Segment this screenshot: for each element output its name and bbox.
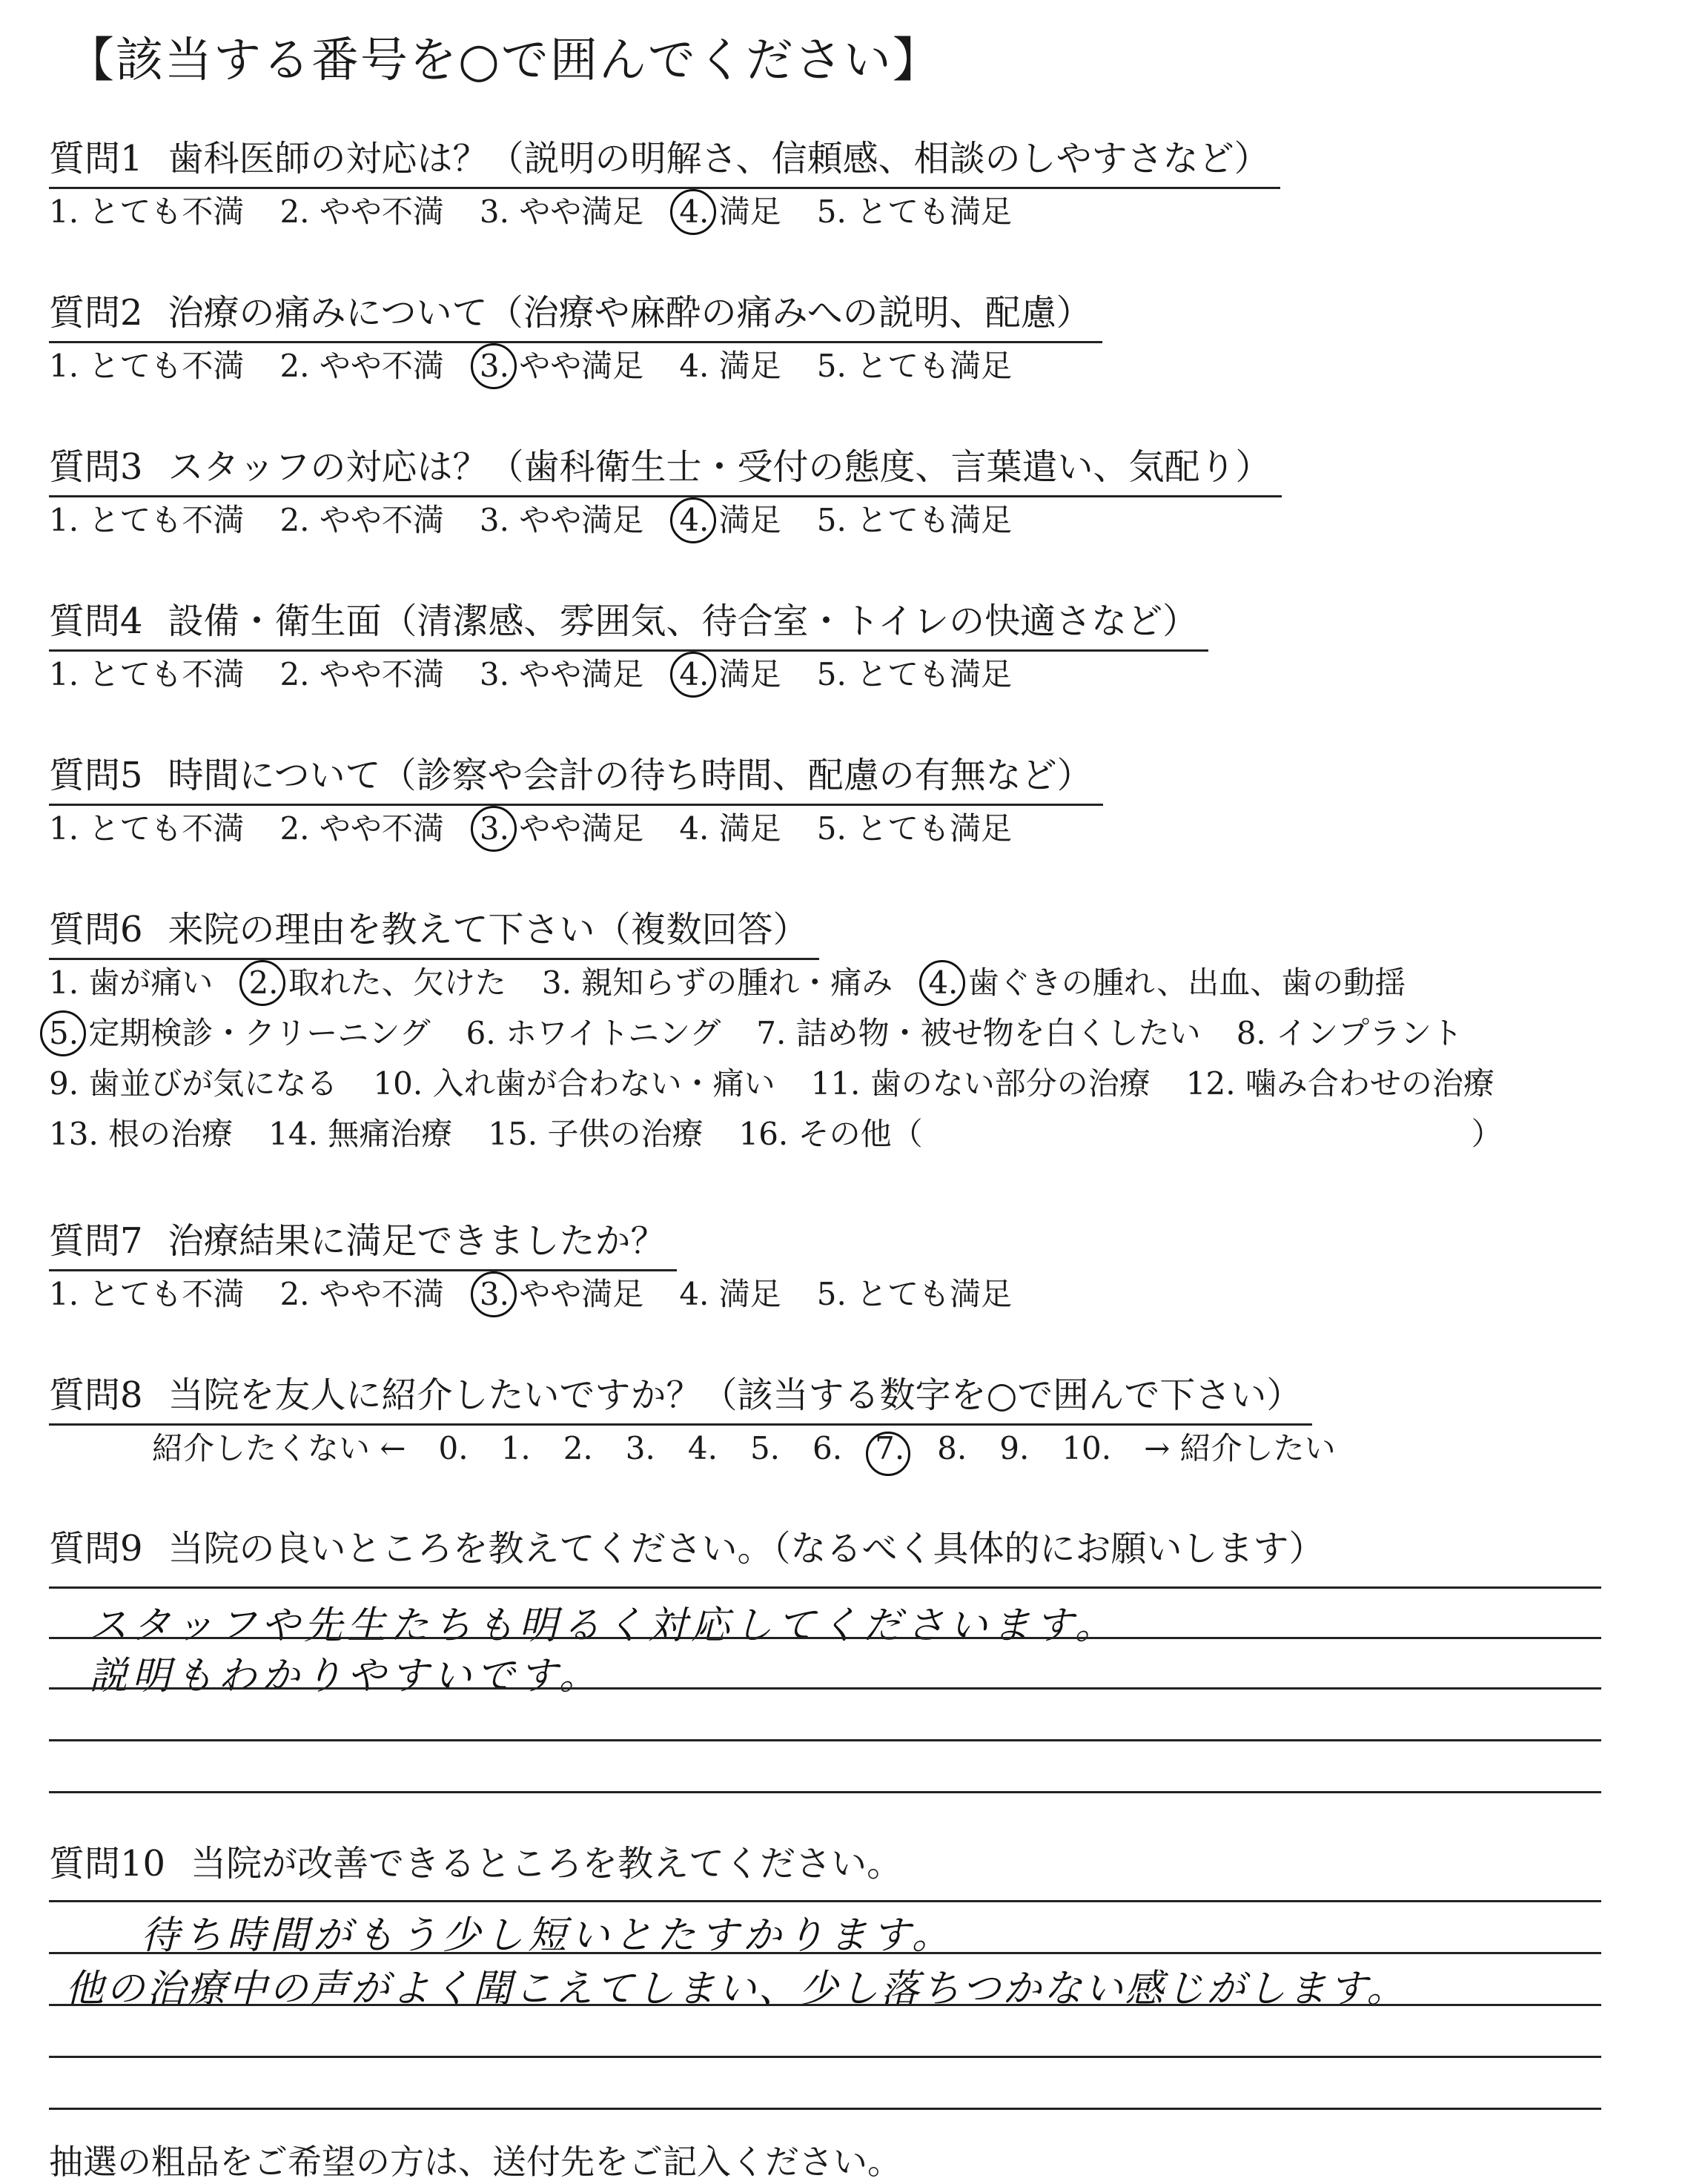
page-title: 【該当する番号を○で囲んでください】 [67, 33, 941, 88]
option-5[interactable]: 5. とても満足 [816, 810, 1013, 847]
option-4-circled[interactable]: 4. 満足 [679, 496, 781, 540]
question-8-heading [49, 1366, 1312, 1426]
option-5[interactable]: 5. とても満足 [816, 348, 1013, 384]
scale-left-label: 紹介したくない ← [152, 1430, 406, 1466]
question-6-heading [49, 901, 819, 960]
question-1-heading [49, 130, 1280, 189]
answer-line [49, 2056, 1601, 2058]
option-1[interactable]: 1. とても不満 [49, 502, 245, 538]
option-5[interactable]: 5. とても満足 [816, 656, 1013, 692]
option-2[interactable]: 2. やや不満 [279, 193, 444, 230]
option-4-circled[interactable]: 4. 満足 [679, 188, 781, 232]
option-1[interactable]: 1. とても不満 [49, 1276, 245, 1312]
answer-line [49, 1952, 1601, 1954]
question-6-row-4 [49, 1110, 1503, 1154]
question-number: 質問6 [49, 909, 143, 950]
question-text: 当院の良いところを教えてください。（なるべく具体的にお願いします） [168, 1528, 1325, 1569]
question-5-heading [49, 747, 1103, 806]
reason-option-other[interactable]: 16. その他（ [738, 1116, 923, 1152]
answer-line [49, 1687, 1601, 1690]
question-10-heading [49, 1835, 913, 1892]
option-2[interactable]: 2. やや不満 [279, 348, 444, 384]
question-number: 質問2 [49, 292, 143, 334]
question-7-heading [49, 1212, 677, 1271]
option-5[interactable]: 5. とても満足 [816, 502, 1013, 538]
question-5-options [49, 804, 1047, 849]
option-3-circled[interactable]: 3. やや満足 [480, 804, 643, 849]
question-text: 治療結果に満足できましたか？ [168, 1220, 666, 1262]
scale-7-circled[interactable]: 7. [875, 1430, 905, 1466]
option-3-circled[interactable]: 3. やや満足 [480, 342, 643, 386]
question-number: 質問10 [49, 1843, 166, 1884]
question-2-heading [49, 284, 1102, 343]
question-6-row-2 [49, 1009, 1498, 1053]
question-9-heading [49, 1520, 1335, 1577]
question-text: 当院が改善できるところを教えてください。 [191, 1843, 903, 1884]
reason-option[interactable]: 11. 歯のない部分の治療 [810, 1065, 1151, 1102]
question-number: 質問7 [49, 1220, 143, 1262]
question-text: 来院の理由を教えて下さい（複数回答） [168, 909, 809, 950]
question-1-options [49, 188, 1047, 232]
answer-line [49, 2004, 1601, 2006]
footer-note: 抽選の粗品をご希望の方は、送付先をご記入ください。 [49, 2142, 901, 2182]
reason-option-circled[interactable]: 2. 取れた、欠けた [248, 959, 506, 1003]
handwritten-answer[interactable]: 説明もわかりやすいです。 [89, 1654, 602, 1698]
question-text: 設備・衛生面（清潔感、雰囲気、待合室・トイレの快適さなど） [168, 600, 1199, 642]
question-number: 質問8 [49, 1374, 143, 1416]
handwritten-answer[interactable]: 他の治療中の声がよく聞こえてしまい、少し落ちつかない感じがします。 [65, 1967, 1408, 2011]
answer-line [49, 1739, 1601, 1741]
answer-line [49, 1586, 1601, 1589]
scale-2[interactable]: 2. [563, 1430, 593, 1466]
option-4[interactable]: 4. 満足 [679, 810, 781, 847]
option-4[interactable]: 4. 満足 [679, 348, 781, 384]
option-4-circled[interactable]: 4. 満足 [679, 650, 781, 695]
question-4-heading [49, 592, 1208, 652]
reason-option[interactable]: 10. 入れ歯が合わない・痛い [373, 1065, 775, 1102]
scale-4[interactable]: 4. [687, 1430, 718, 1466]
option-2[interactable]: 2. やや不満 [279, 502, 444, 538]
option-4[interactable]: 4. 満足 [679, 1276, 781, 1312]
handwritten-answer[interactable]: スタッフや先生たちも明るく対応してくださいます。 [89, 1604, 1118, 1648]
option-2[interactable]: 2. やや不満 [279, 656, 444, 692]
question-text: 時間について（診察や会計の待ち時間、配慮の有無など） [168, 755, 1093, 796]
option-1[interactable]: 1. とても不満 [49, 348, 245, 384]
question-6-row-1 [49, 959, 1441, 1003]
scale-5[interactable]: 5. [749, 1430, 781, 1466]
reason-option-circled[interactable]: 5. 定期検診・クリーニング [49, 1009, 431, 1053]
option-1[interactable]: 1. とても不満 [49, 656, 245, 692]
scale-3[interactable]: 3. [625, 1430, 655, 1466]
scale-right-label: → 紹介したい [1144, 1430, 1336, 1466]
option-3[interactable]: 3. やや満足 [479, 502, 644, 538]
question-text: 当院を友人に紹介したいですか？（該当する数字を○で囲んで下さい） [168, 1374, 1302, 1416]
answer-line [49, 2108, 1601, 2110]
reason-option[interactable]: 14. 無痛治療 [268, 1116, 453, 1152]
scale-6[interactable]: 6. [812, 1430, 843, 1466]
question-number: 質問5 [49, 755, 143, 796]
option-1[interactable]: 1. とても不満 [49, 810, 245, 847]
option-3-circled[interactable]: 3. やや満足 [480, 1270, 643, 1314]
question-7-options [49, 1270, 1047, 1314]
reason-option[interactable]: 15. 子供の治療 [488, 1116, 704, 1152]
question-text: 治療の痛みについて（治療や麻酔の痛みへの説明、配慮） [168, 292, 1092, 334]
question-number: 質問9 [49, 1528, 143, 1569]
question-3-options [49, 496, 1047, 540]
reason-option[interactable]: 13. 根の治療 [49, 1116, 234, 1152]
question-3-heading [49, 438, 1282, 497]
scale-9[interactable]: 9. [999, 1430, 1030, 1466]
question-2-options [49, 342, 1047, 386]
option-5[interactable]: 5. とても満足 [816, 193, 1013, 230]
answer-line [49, 1791, 1601, 1793]
question-text: 歯科医師の対応は？（説明の明解さ、信頼感、相談のしやすさなど） [168, 138, 1270, 179]
option-1[interactable]: 1. とても不満 [49, 193, 245, 230]
scale-8[interactable]: 8. [937, 1430, 967, 1466]
question-number: 質問1 [49, 138, 143, 179]
handwritten-answer[interactable]: 待ち時間がもう少し短いとたすかります。 [141, 1913, 955, 1958]
option-3[interactable]: 3. やや満足 [479, 193, 644, 230]
scale-10[interactable]: 10. [1062, 1430, 1112, 1466]
option-2[interactable]: 2. やや不満 [279, 1276, 444, 1312]
reason-option-circled[interactable]: 4. 歯ぐきの腫れ、出血、歯の動揺 [928, 959, 1406, 1003]
option-3[interactable]: 3. やや満足 [479, 656, 644, 692]
reason-option[interactable]: 9. 歯並びが気になる [49, 1065, 338, 1102]
scale-0[interactable]: 0. [438, 1430, 469, 1466]
answer-line [49, 1900, 1601, 1902]
question-4-options [49, 650, 1047, 695]
scale-1[interactable]: 1. [500, 1430, 531, 1466]
reason-option[interactable]: 1. 歯が痛い [49, 964, 214, 1001]
option-2[interactable]: 2. やや不満 [279, 810, 444, 847]
question-6-row-3 [49, 1059, 1530, 1104]
reason-option[interactable]: 12. 噛み合わせの治療 [1185, 1065, 1494, 1102]
reason-option[interactable]: 6. ホワイトニング [466, 1015, 721, 1051]
reason-option[interactable]: 8. インプラント [1236, 1015, 1463, 1051]
option-5[interactable]: 5. とても満足 [816, 1276, 1013, 1312]
other-close-paren: ） [1471, 1116, 1503, 1152]
recommend-scale [152, 1424, 1368, 1469]
question-text: スタッフの対応は？（歯科衛生士・受付の態度、言葉遣い、気配り） [168, 446, 1271, 488]
answer-line [49, 1637, 1601, 1639]
question-number: 質問4 [49, 600, 143, 642]
reason-option[interactable]: 3. 親知らずの腫れ・痛み [541, 964, 893, 1001]
reason-option[interactable]: 7. 詰め物・被せ物を白くしたい [756, 1015, 1201, 1051]
question-number: 質問3 [49, 446, 143, 488]
